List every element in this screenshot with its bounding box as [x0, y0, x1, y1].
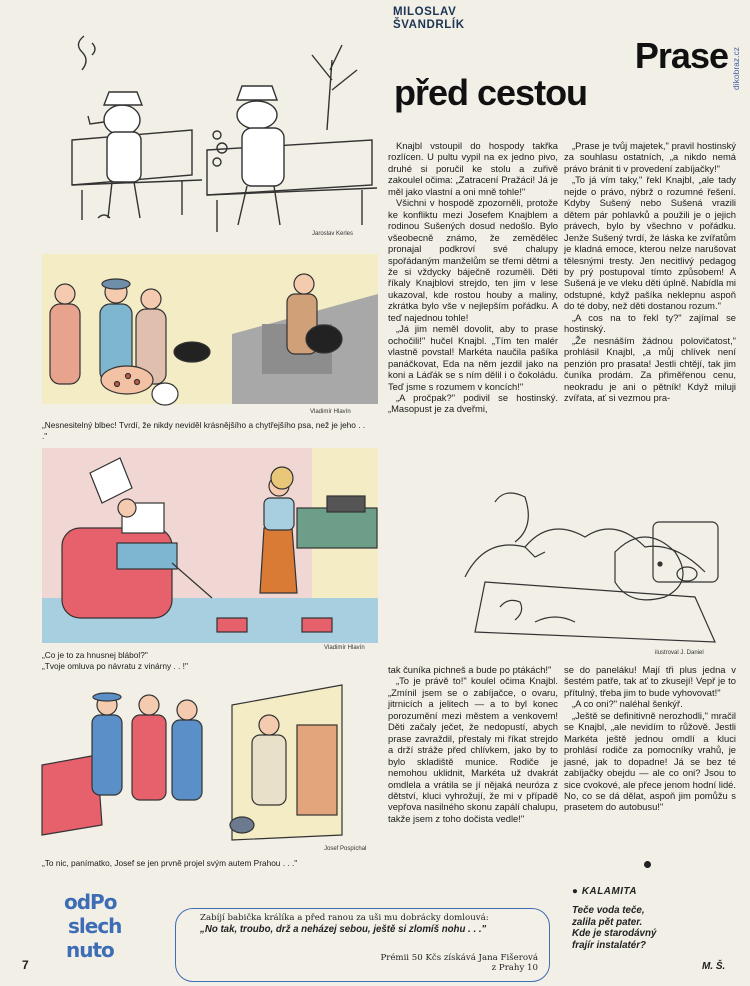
cartoon-living-room	[42, 448, 378, 651]
page-number: 7	[22, 958, 29, 972]
cartoon-caption: „Nesnesitelný blbec! Tvrdí, že nikdy neviděl krásnějšího a chytřejšího psa, než je jeho . . ."	[42, 420, 366, 441]
benches-illustration	[42, 20, 382, 242]
end-bullet	[644, 861, 651, 868]
paragraph: se do paneláku! Mají tři plus jedna v šestém patře, tak ať to zkusejí! Vepř je to přítulný, třeba jim to bude vyhovovat!"	[564, 664, 736, 698]
logo-line-1: odPo	[64, 890, 117, 914]
article-column-2-bottom	[564, 664, 736, 813]
car-illustration	[42, 675, 378, 855]
article-author	[393, 6, 465, 32]
verse-line: frajír instalatér?	[572, 939, 647, 951]
kalamita-heading: ● KALAMITA	[572, 886, 638, 897]
odposlechnuto-intro: Zabíjí babička králíka a před ranou za uši mu dobrácky domlouvá:	[200, 913, 489, 923]
prize-line-1: Prémii 50 Kčs získává Jana Fišerová	[380, 953, 538, 963]
verse-line: Kde je starodávný	[572, 928, 657, 940]
illustration-credit: ilustroval J. Daniel	[655, 650, 704, 656]
paragraph: „To já vím taky," řekl Knajbl, „ale tady nejde o právo, nýbrž o rozumné řešení. Kdyby Sušený nebo Sušená vrazili dětem pár pohlavků a použili je o jejich právech, bylo by všechno v pořádku. Jenže Sušený tvrdí, že láska ke zvířatům je kladná emoce, kterou nelze narušovat tělesnými tresty. Jen necitlivý pedagog by prý postupoval tímto způsobem! A Sušená je ve vleku děti úplně. Nabídla mi odstupné, když pašíka neklepnu aspoň do té doby, než děti dostanou rozum."	[564, 174, 736, 312]
prize-line-2: z Prahy 10	[491, 963, 538, 974]
odposlechnuto-prize	[335, 953, 538, 974]
paragraph: „A pročpak?" podivil se hostinský. „Masopust je za dveřmi,	[388, 391, 558, 415]
cartoon-caption: „To nic, panímatko, Josef se jen prvně projel svým autem Prahou . . ."	[42, 858, 298, 868]
cartoon-credit: Josef Pospíchal	[324, 846, 367, 852]
signature: M. Š.	[702, 961, 726, 972]
article-column-1-bottom	[388, 664, 558, 824]
paragraph: „Že nesnáším žádnou polovičatost," prohlásil Knajbl, „a můj chlívek není penzión pro prasata! Jestli chtějí, tak jim čuníka prodám. Za přiměřenou cenu, neokradu je ani o pětník! Když miluji zvířata, ať si vezmou pra-	[564, 334, 736, 403]
living-room-illustration	[42, 448, 378, 643]
title-line-2: před cestou	[394, 72, 588, 113]
author-last-name: ŠVANDRLÍK	[393, 19, 465, 31]
cartoon-credit: Vladimír Hlavín	[324, 645, 365, 651]
paragraph: „Ještě se definitivně nerozhodli," mračil se Knajbl, „ale nevidím to růžově. Jestli Markéta ještě jednou omdlí a kluci prohlásí rodiče za pomocníky vrahů, je jasné, jak to dopadne! Já se bez té zabíjačky obejdu — ale co oni? Jsou to sice cvokové, ale přece jenom hodní lidé. No, co se dá dělat, aspoň jim pomůžu s prasetem do autobusu!"	[564, 709, 736, 813]
paragraph: „To je právě to!" koulel očima Knajbl. „Zmínil jsem se o zabíjačce, o ovaru, jitrnicích a jelitech — a to byl konec porozumění mezi městem a venkovem! Děti začaly ječet, že nedopustí, abych prase zavraždil, přestaly mi říkat strejdo a drží stráže před chlívkem, jako by to bylo skladiště munice. Rodiče je nemohou uklidnit, Markéta už dvakrát omdlela a vrátila se jí nějaká neuróza z dětství, kluci vyhrožují, že mi v případě vepřova nasilného skonu zapálí chalupu, takže jsem z toho dočista vedle!"	[388, 675, 558, 824]
paragraph: Knajbl vstoupil do hospody takřka rozlícen. U pultu vypil na ex jedno pivo, druhé si poručil ke stolu a zuřivě zakoulel očima: „Zatracení Pražáci! Já je měl jako vlastní a oni mně tohle!"	[388, 140, 558, 197]
logo-line-3: nuto	[66, 938, 114, 962]
odposlechnuto-logo	[60, 870, 172, 980]
paragraph: Všichni v hospodě zpozorněli, protože ke konfliktu mezi Josefem Knajblem a rodinou Sušených dosud nedošlo. Bylo všeobecně známo, že zemědělec pronajal podkroví své chalupy spořádaným manželům se třemi dětmi a že si vždycky báječně rozuměli. Děti říkaly Knajblovi strejdo, ten jim v lese ukazoval, kde rostou houby a maliny, zkrátka bylo vše v nejlepším pořádku. A teď najednou tohle!	[388, 197, 558, 323]
paragraph: „Prase je tvůj majetek," pravil hostinský za souhlasu ostatních, „a nikdo nemá právo bránit ti v provedení zabíjačky!"	[564, 140, 736, 174]
kalamita-verse	[572, 905, 656, 951]
paragraph: tak čuníka pichneš a bude po ptákách!"	[388, 664, 552, 675]
pig-illustration	[455, 482, 740, 660]
watermark: dikobraz.cz	[731, 47, 741, 90]
cartoon-benches	[42, 20, 382, 242]
dogs-illustration	[42, 254, 378, 419]
cartoon-credit: Vladimír Hlavín	[310, 409, 351, 415]
paragraph: „A co oni?" naléhal šenkýř.	[572, 698, 683, 710]
article-column-2-top	[564, 140, 736, 403]
pig-drawing	[455, 482, 740, 660]
verse-line: Teče voda teče,	[572, 905, 645, 916]
verse-line: zalila pět pater.	[572, 916, 643, 928]
cartoon-caption: „Co je to za hnusnej blábol?" „Tvoje omluva po návratu z vinárny . . !"	[42, 650, 188, 671]
title-line-1: Prase	[634, 35, 728, 76]
article-title	[392, 35, 728, 113]
author-first-name: MILOSLAV	[393, 6, 457, 18]
paragraph: „Já jim neměl dovolit, aby to prase ochočili!" hučel Knajbl. „Tím ten malér vlastně povstal! Markéta naučila pašíka panáčkovat, Eda na něm jezdil jako na koni a Láďák se s ním dělil i o čokoládu. Teď jsme s rozumem v koncích!"	[388, 323, 558, 392]
logo-line-2: slech	[68, 914, 122, 938]
cartoon-credit: Jaroslav Kerles	[312, 231, 354, 237]
odposlechnuto-quote: „No tak, troubo, drž a neházej sebou, ještě si zlomíš nohu . . ."	[200, 924, 487, 935]
cartoon-dogs	[42, 254, 378, 419]
paragraph: „A cos na to řekl ty?" zajímal se hostinský.	[564, 311, 736, 335]
cartoon-car	[42, 675, 378, 855]
article-column-1-top	[388, 140, 558, 415]
kalamita-heading-text: KALAMITA	[581, 886, 638, 897]
